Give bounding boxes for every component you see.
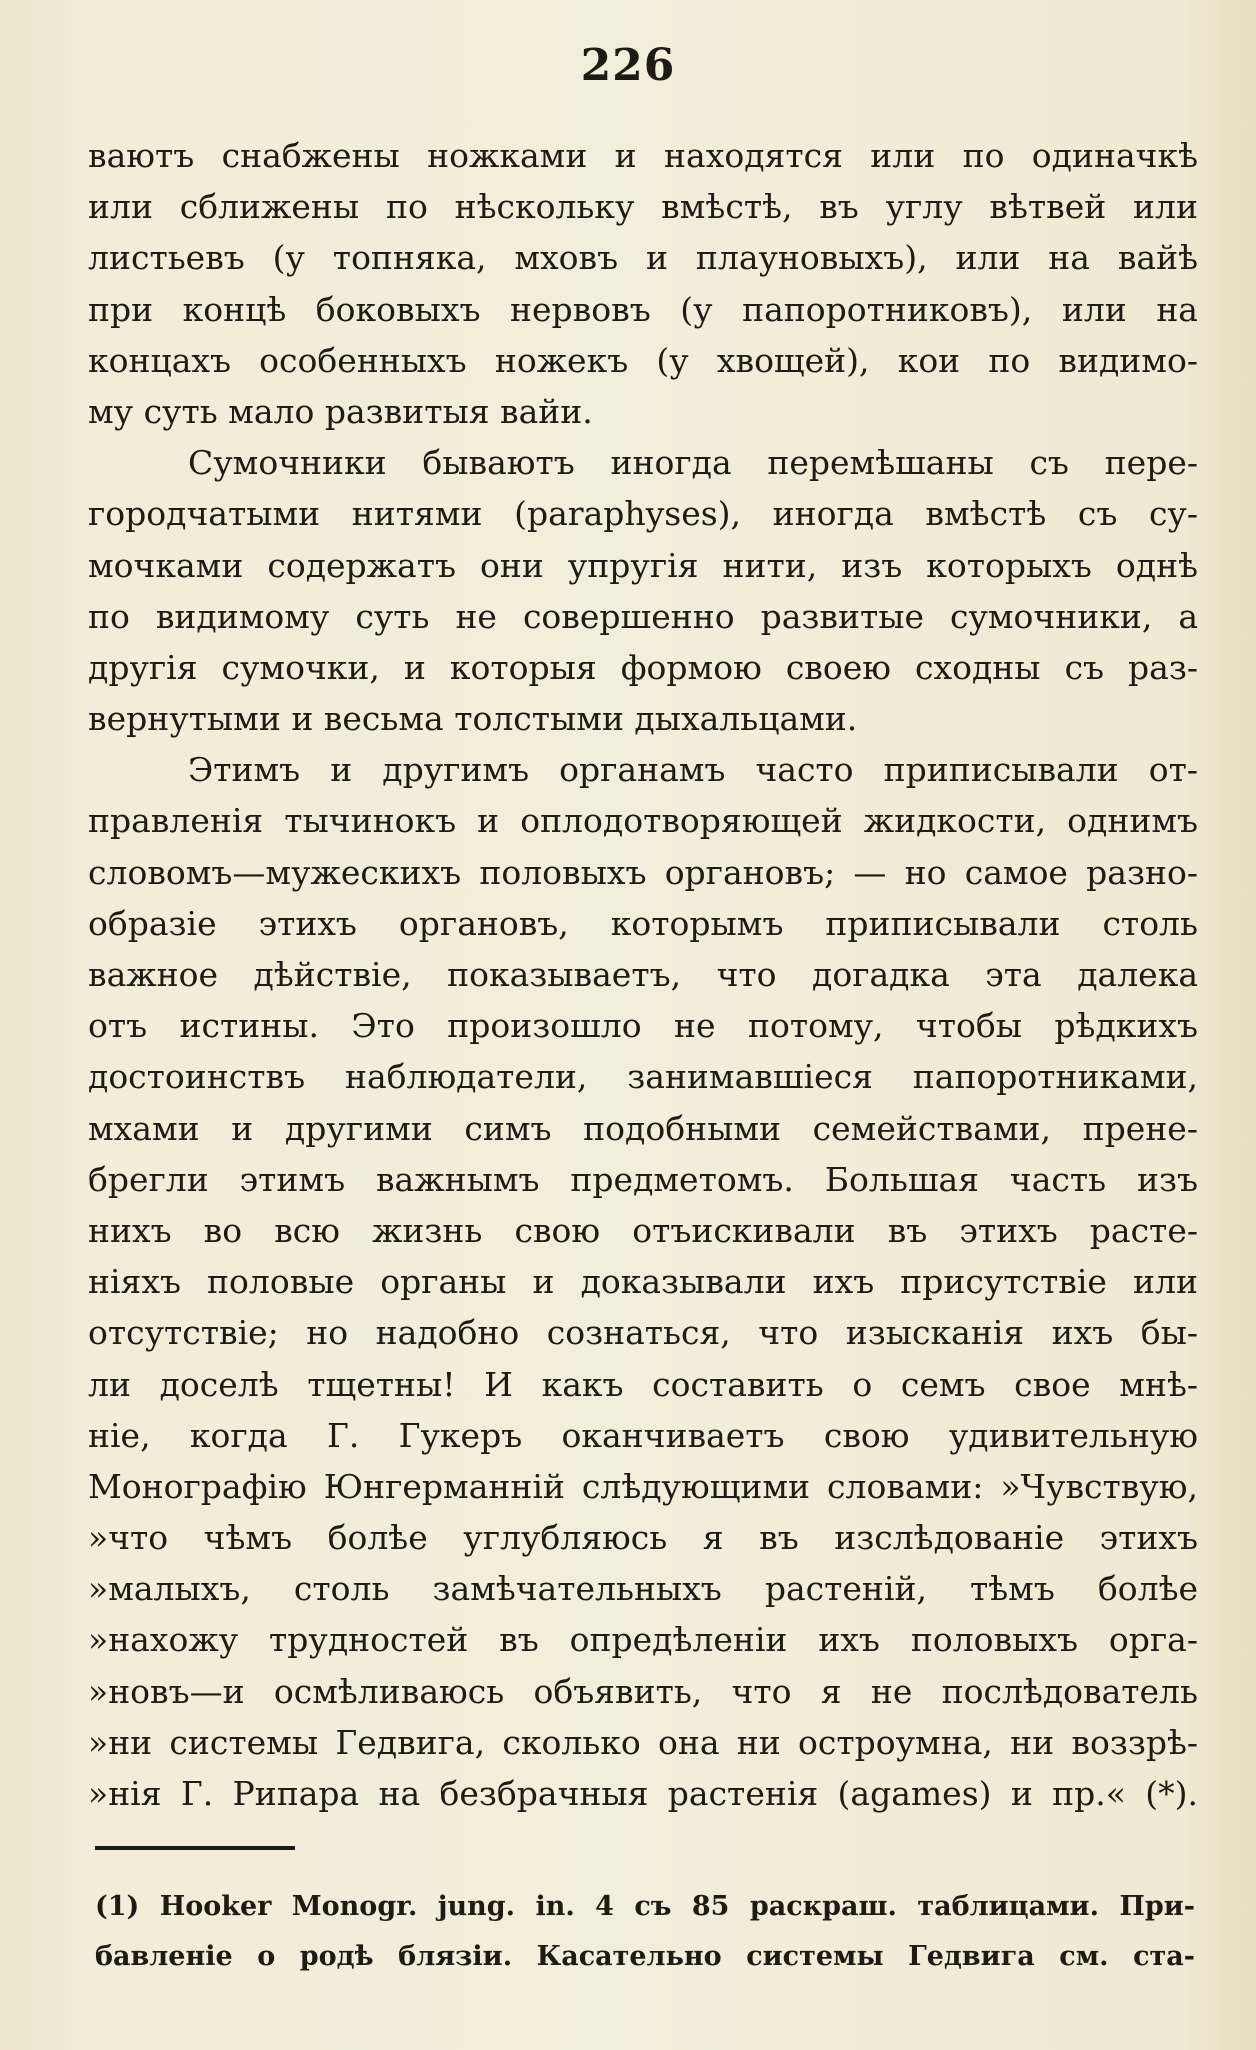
text-line: мхами и другими симъ подобными семействами, прене-: [88, 1108, 1198, 1148]
text-line: достоинствъ наблюдатели, занимавшіеся папоротниками,: [88, 1057, 1198, 1097]
text-line: »новъ—и осмѣливаюсь объявить, что я не послѣдователь: [88, 1671, 1198, 1711]
footnote-line: (1) Hooker Monogr. jung. in. 4 съ 85 раскраш. таблицами. При-: [95, 1891, 1195, 1922]
text-line: брегли этимъ важнымъ предметомъ. Большая часть изъ: [88, 1159, 1198, 1199]
text-line: »нія Г. Рипара на безбрачныя растенія (agames) и пр.« (*).: [88, 1774, 1198, 1813]
footnote-divider: [95, 1846, 295, 1850]
text-line: ніе, когда Г. Гукеръ оканчиваетъ свою удивительную: [88, 1415, 1198, 1455]
text-line: Монографію Юнгерманній слѣдующими словами: »Чувствую,: [88, 1466, 1198, 1506]
text-line: отъ истины. Это произошло не потому, чтобы рѣдкихъ: [88, 1006, 1198, 1046]
text-line: другія сумочки, и которыя формою своею сходны съ раз-: [88, 647, 1198, 687]
footnote-line: бавленіе о родѣ блязіи. Касательно системы Гедвига см. ста-: [95, 1941, 1195, 1972]
text-line: ли доселѣ тщетны! И какъ составить о семъ свое мнѣ-: [88, 1364, 1198, 1404]
text-line: »малыхъ, столь замѣчательныхъ растеній, тѣмъ болѣе: [88, 1569, 1198, 1609]
text-line: образіе этихъ органовъ, которымъ приписывали столь: [88, 903, 1198, 943]
text-line: или сближены по нѣскольку вмѣстѣ, въ углу вѣтвей или: [88, 187, 1198, 227]
text-line: городчатыми нитями (paraphyses), иногда вмѣстѣ съ су-: [88, 494, 1198, 534]
text-line: му суть мало развитыя вайи.: [88, 391, 593, 431]
text-line: ніяхъ половые органы и доказывали ихъ присутствіе или: [88, 1262, 1198, 1302]
page-number: 226: [580, 40, 676, 91]
text-line: Этимъ и другимъ органамъ часто приписывали от-: [188, 750, 1198, 790]
footnote: [95, 1882, 1195, 1982]
text-line: ваютъ снабжены ножками и находятся или по одиначкѣ: [88, 136, 1198, 175]
text-line: правленія тычинокъ и оплодотворяющей жидкости, однимъ: [88, 801, 1198, 841]
text-line: важное дѣйствіе, показываетъ, что догадка эта далека: [88, 955, 1198, 994]
text-line: мочками содержатъ они упругія нити, изъ которыхъ однѣ: [88, 545, 1198, 585]
text-line: словомъ—мужескихъ половыхъ органовъ; — но самое разно-: [88, 852, 1198, 892]
text-line: нихъ во всю жизнь свою отъискивали въ этихъ расте-: [88, 1210, 1198, 1250]
body-text: [88, 130, 1198, 1819]
text-line: листьевъ (у топняка, мховъ и плауновыхъ), или на вайѣ: [88, 238, 1198, 278]
text-line: при концѣ боковыхъ нервовъ (у папоротниковъ), или на: [88, 289, 1198, 329]
text-line: отсутствіе; но надобно сознаться, что изысканія ихъ бы-: [88, 1313, 1198, 1353]
text-line: концахъ особенныхъ ножекъ (у хвощей), кои по видимо-: [88, 340, 1198, 380]
text-line: по видимому суть не совершенно развитые сумочники, а: [88, 596, 1198, 636]
text-line: Сумочники бываютъ иногда перемѣшаны съ пере-: [188, 443, 1198, 483]
text-line: »ни системы Гедвига, сколько она ни остроумна, ни воззрѣ-: [88, 1722, 1198, 1762]
text-line: »нахожу трудностей въ опредѣленіи ихъ половыхъ орга-: [88, 1620, 1198, 1660]
text-line: »что чѣмъ болѣе углубляюсь я въ изслѣдованіе этихъ: [88, 1518, 1198, 1558]
text-line: вернутыми и весьма толстыми дыхальцами.: [88, 699, 858, 739]
